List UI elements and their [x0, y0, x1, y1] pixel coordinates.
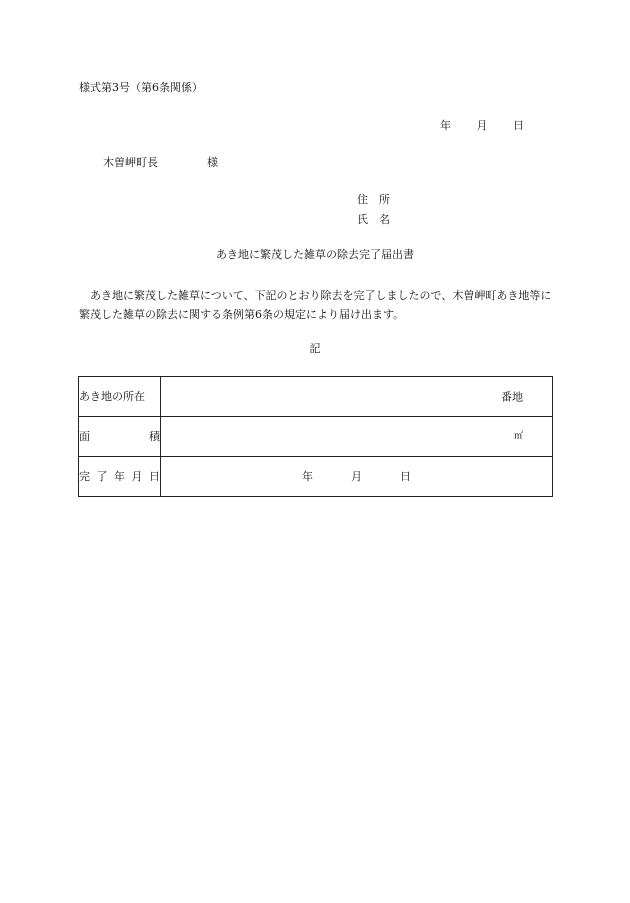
area-label-char: 積	[149, 430, 160, 443]
completion-month-label: 月	[351, 470, 362, 483]
completion-label-char: 月	[131, 470, 143, 483]
applicant-name-label: 氏 名	[357, 213, 390, 226]
ki-marker: 記	[309, 342, 321, 355]
completion-label-char: 日	[149, 470, 160, 483]
body-text: あき地に繁茂した雑草について、下記のとおり除去を完了しましたので、木曽岬町あき地等に繁茂した雑草の除去に関する条例第6条の規定により届け出ます。	[79, 289, 552, 321]
submission-date	[440, 120, 524, 131]
location-label: あき地の所在	[79, 377, 161, 417]
month-label: 月	[476, 119, 488, 132]
detail-table	[78, 376, 553, 497]
form-number-label: 様式第3号（第6条関係）	[79, 81, 203, 94]
area-label-char: 面	[79, 430, 90, 443]
completion-date-cell[interactable]	[161, 457, 553, 497]
table-row-completion	[79, 457, 553, 497]
completion-year-label: 年	[302, 470, 313, 483]
recipient-honorific: 様	[207, 156, 218, 169]
area-label	[79, 417, 161, 457]
area-unit: ㎡	[513, 431, 523, 441]
table-row-area	[79, 417, 553, 457]
year-label: 年	[440, 119, 451, 132]
completion-label-char: 完	[79, 470, 90, 483]
completion-label-char: 了	[96, 470, 108, 483]
recipient: 木曽岬町長	[103, 156, 158, 169]
day-label: 日	[513, 119, 524, 132]
completion-label	[79, 457, 161, 497]
completion-day-label: 日	[400, 470, 411, 483]
area-value-cell[interactable]	[161, 417, 553, 457]
applicant-address-label: 住 所	[357, 193, 390, 206]
location-value-cell[interactable]	[161, 377, 553, 417]
table-row-location	[79, 377, 553, 417]
completion-label-char: 年	[114, 470, 125, 483]
document-title: あき地に繁茂した雑草の除去完了届出書	[216, 248, 414, 261]
location-suffix: 番地	[501, 390, 523, 403]
